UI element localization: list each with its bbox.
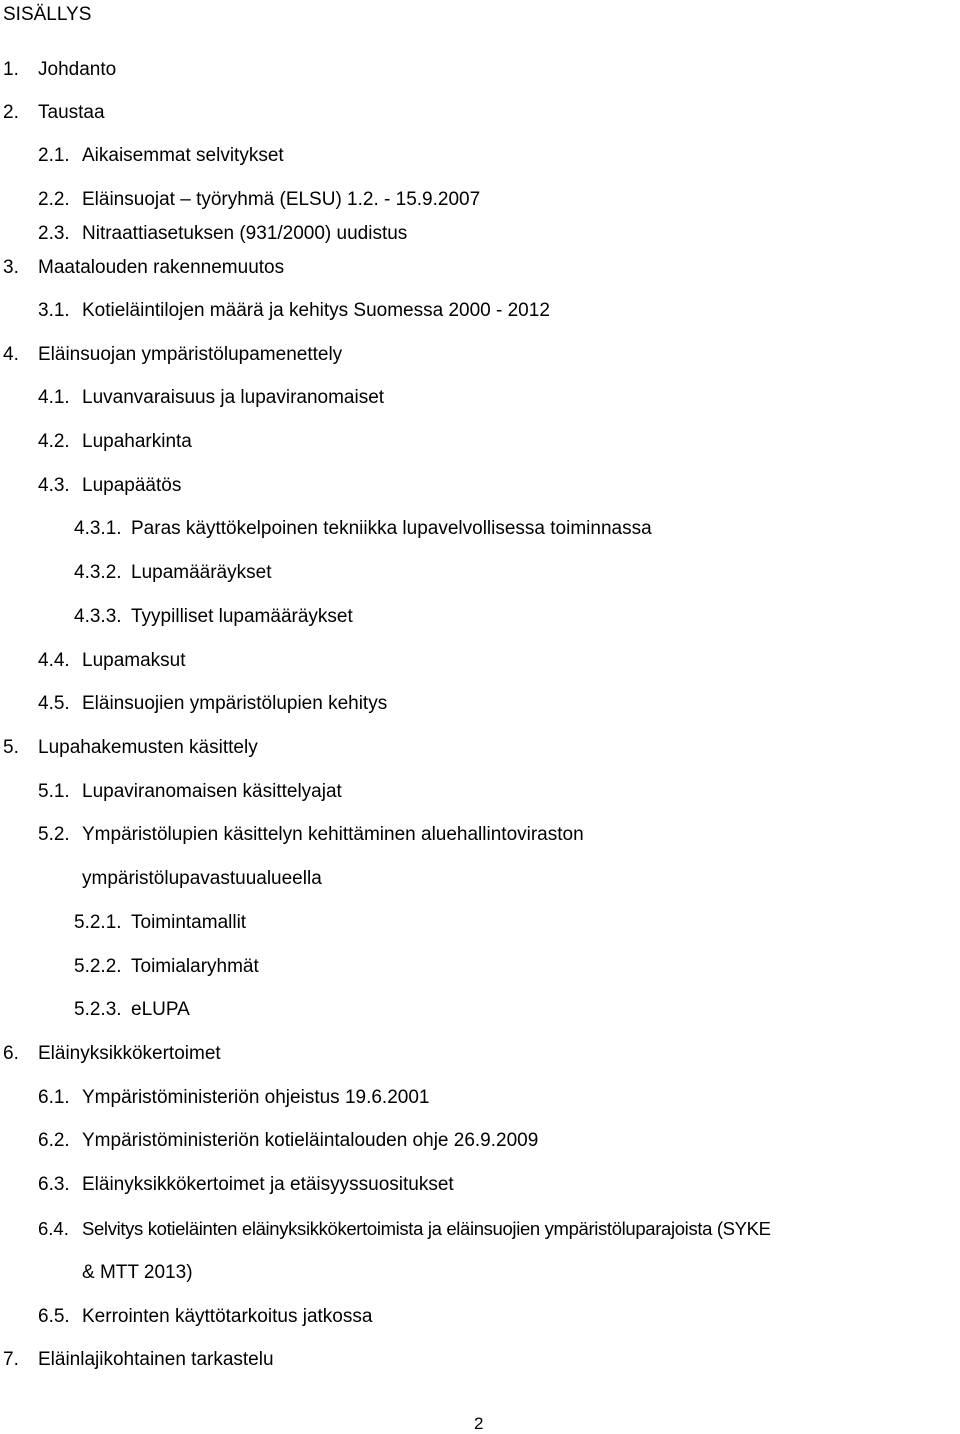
toc-entry-label: Luvanvaraisuus ja lupaviranomaiset [82, 387, 385, 408]
toc-entry[interactable] [3, 737, 258, 759]
toc-entry[interactable] [38, 1174, 454, 1196]
toc-entry-label: Lupapäätös [82, 475, 182, 496]
toc-entry-number: 4.5. [38, 693, 70, 714]
toc-entry[interactable] [38, 824, 584, 846]
toc-entry-number: 4.4. [38, 650, 70, 671]
toc-entry-label: Toimintamallit [131, 912, 247, 933]
toc-entry-label: Lupamaksut [82, 650, 186, 671]
toc-entry-number: 6.2. [38, 1130, 70, 1151]
toc-entry-label: Toimialaryhmät [131, 956, 259, 977]
toc-entry-number: 4.1. [38, 387, 70, 408]
toc-entry-number: 4.3.2. [74, 562, 122, 583]
toc-entry[interactable] [3, 102, 105, 124]
toc-entry-label: Ympäristöministeriön ohjeistus 19.6.2001 [82, 1087, 430, 1108]
toc-entry-label: Selvitys kotieläinten eläinyksikkökertoimista ja eläinsuojien ympäristöluparajoista (SYKE [82, 1218, 771, 1239]
toc-entry[interactable] [38, 1087, 429, 1109]
toc-entry[interactable] [38, 300, 550, 322]
toc-entry-number: 2.3. [38, 223, 70, 244]
toc-entry[interactable] [74, 606, 353, 628]
toc-entry-number: 5. [3, 737, 19, 758]
toc-entry[interactable] [3, 59, 116, 81]
toc-entry-number: 5.1. [38, 781, 70, 802]
toc-entry[interactable] [38, 189, 480, 211]
toc-entry[interactable] [74, 562, 271, 584]
toc-entry-label: Eläinsuojien ympäristölupien kehitys [82, 693, 388, 714]
toc-entry-number: 6.3. [38, 1174, 70, 1195]
toc-entry[interactable] [38, 650, 186, 672]
toc-entry-number: 2.1. [38, 145, 70, 166]
toc-entry-number: 4.3.1. [74, 518, 122, 539]
toc-entry-label: Eläinyksikkökertoimet [38, 1043, 221, 1064]
toc-entry-number: 7. [3, 1349, 19, 1370]
toc-entry[interactable] [74, 956, 259, 978]
toc-entry-number: 6.4. [38, 1218, 69, 1239]
toc-entry[interactable] [74, 999, 190, 1021]
toc-entry[interactable] [3, 344, 342, 366]
toc-entry-number: 5.2.2. [74, 956, 122, 977]
toc-entry-label: Ympäristölupien käsittelyn kehittäminen aluehallintoviraston [82, 824, 584, 845]
toc-entry-label: Eläinsuojan ympäristölupamenettely [38, 344, 343, 365]
toc-heading: SISÄLLYS [3, 4, 92, 25]
toc-entry[interactable] [38, 145, 284, 167]
toc-entry-label: Aikaisemmat selvitykset [82, 145, 284, 166]
toc-entry-number: 4.2. [38, 431, 70, 452]
toc-entry[interactable] [38, 431, 192, 453]
toc-entry-number: 5.2.1. [74, 912, 122, 933]
toc-entry-label: Kotieläintilojen määrä ja kehitys Suomessa 2000 - 2012 [82, 300, 550, 321]
toc-entry[interactable] [38, 475, 181, 497]
toc-entry-number: 3. [3, 257, 19, 278]
toc-entry[interactable] [38, 223, 407, 245]
toc-entry[interactable] [38, 387, 384, 409]
toc-entry[interactable] [3, 1043, 221, 1065]
toc-entry-continuation: & MTT 2013) [82, 1262, 193, 1283]
toc-entry-label: Ympäristöministeriön kotieläintalouden ohje 26.9.2009 [82, 1130, 539, 1151]
toc-entry[interactable] [38, 1218, 771, 1240]
toc-entry-label: Lupaharkinta [82, 431, 192, 452]
toc-entry-label: eLUPA [131, 999, 190, 1020]
toc-entry[interactable] [3, 1349, 274, 1371]
toc-entry-label: Lupahakemusten käsittely [38, 737, 258, 758]
toc-entry-number: 5.2. [38, 824, 70, 845]
toc-entry[interactable] [38, 693, 387, 715]
toc-entry[interactable] [74, 518, 652, 540]
toc-entry-label: Paras käyttökelpoinen tekniikka lupavelvollisessa toiminnassa [131, 518, 652, 539]
page-number: 2 [474, 1414, 484, 1433]
toc-entry-label: Kerrointen käyttötarkoitus jatkossa [82, 1306, 373, 1327]
toc-entry-label: Lupaviranomaisen käsittelyajat [82, 781, 342, 802]
toc-entry-label: Eläinsuojat – työryhmä (ELSU) 1.2. - 15.9.2007 [82, 189, 481, 210]
toc-entry-label: Taustaa [38, 102, 105, 123]
toc-entry-label: Eläinlajikohtainen tarkastelu [38, 1349, 274, 1370]
toc-entry-label: Johdanto [38, 59, 117, 80]
toc-entry[interactable] [38, 1130, 538, 1152]
toc-entry-continuation: ympäristölupavastuualueella [82, 868, 322, 889]
toc-entry-number: 4.3.3. [74, 606, 122, 627]
toc-entry-number: 4. [3, 344, 19, 365]
toc-entry-number: 2. [3, 102, 19, 123]
toc-entry-label: Maatalouden rakennemuutos [38, 257, 285, 278]
toc-entry-number: 5.2.3. [74, 999, 122, 1020]
toc-entry[interactable] [3, 257, 284, 279]
toc-entry-number: 4.3. [38, 475, 70, 496]
toc-entry-number: 1. [3, 59, 19, 80]
toc-entry[interactable] [74, 912, 246, 934]
toc-entry-label: Eläinyksikkökertoimet ja etäisyyssuositukset [82, 1174, 454, 1195]
toc-entry-number: 3.1. [38, 300, 70, 321]
toc-entry-number: 6.1. [38, 1087, 70, 1108]
toc-entry-number: 6.5. [38, 1306, 70, 1327]
toc-entry-label: Tyypilliset lupamääräykset [131, 606, 353, 627]
toc-entry[interactable] [38, 781, 342, 803]
toc-entry-number: 6. [3, 1043, 19, 1064]
toc-entry-number: 2.2. [38, 189, 70, 210]
toc-entry[interactable] [38, 1306, 372, 1328]
toc-entry-label: Lupamääräykset [131, 562, 272, 583]
toc-entry-label: Nitraattiasetuksen (931/2000) uudistus [82, 223, 408, 244]
